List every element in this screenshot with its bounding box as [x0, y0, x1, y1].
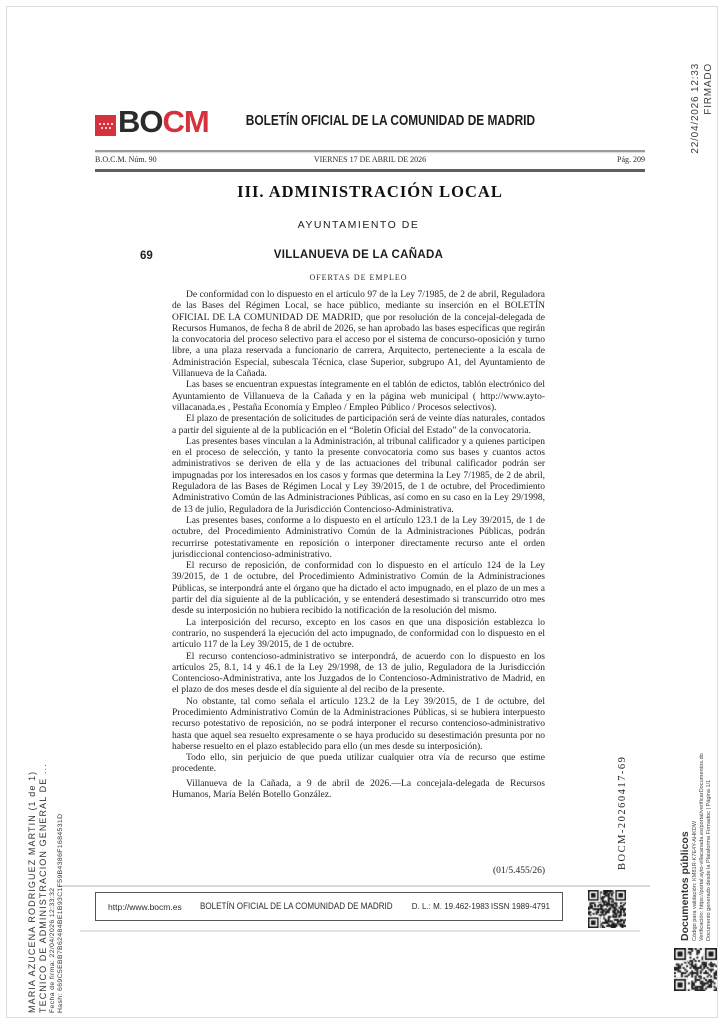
header-rule-bottom — [95, 169, 645, 172]
header-rule-top — [95, 150, 645, 152]
footer-issn: ISSN 1989-4791 — [490, 902, 550, 911]
signed-stamp — [690, 63, 715, 188]
body-paragraph: El recurso de reposición, de conformidad con lo dispuesto en el artículo 124 de la Ley 39/2015, de 1 de octubre, del Procedimiento Administrativo Común de la Administraciones Públicas, se interpondrá ante el órgano que ha dictado el acto impugnado, en el plazo de un mes a partir del día siguiente al de la publicación, y se entenderá desestimado si transcurrido otro mes desde su interposición no hubiera recibido la notificación de la resolución del mismo. — [172, 561, 545, 617]
qr-code — [588, 890, 626, 928]
page-number: Pág. 209 — [617, 155, 645, 164]
body-paragraph: El plazo de presentación de solicitudes de participación será de veinte días naturales, contados a partir del siguiente al de la publicación en el “Boletín Oficial del Estado” de la convocatoria. — [172, 414, 545, 436]
body-paragraph: Todo ello, sin perjuicio de que pueda utilizar cualquier otra vía de recurso que estime procedente. — [172, 753, 545, 775]
body-paragraph: El recurso contencioso-administrativo se interpondrá, de acuerdo con lo dispuesto en los artículos 25, 8.1, 14 y 46.1 de la Ley 29/1998, de 13 de julio, Reguladora de la Jurisdicción Contencioso-Administrativa, ante los Juzgados de lo Contencioso-Administrativo de Madrid, en el plazo de dos meses desde el día siguiente al del recibo de la presente. — [172, 651, 545, 696]
footer-url: http://www.bocm.es — [108, 901, 182, 912]
signer-name: MARIA AZUCENA RODRIGUEZ MARTIN (1 de 1) — [27, 770, 37, 1013]
generated-note: Documento generado desde la Plataforma Firmadoc | Página 1/1 — [706, 779, 712, 941]
announcement-heading: OFERTAS DE EMPLEO — [309, 273, 408, 282]
footer-title: BOLETÍN OFICIAL DE LA COMUNIDAD DE MADRID — [200, 901, 394, 912]
public-document-stamp — [679, 753, 713, 941]
signed-datetime: 22/04/2026 12:33 — [690, 63, 701, 154]
body-paragraph: De conformidad con lo dispuesto en el artículo 97 de la Ley 7/1985, de 2 de abril, Reguladora de las Bases del Régimen Local, se hace público, mediante su inserción en el BOLETÍN OFICIAL DE LA COMUNIDAD DE MADRID, que por resolución de la concejal-delegada de Recursos Humanos, de fecha 8 de abril de 2026, se han aprobado las bases específicas que regirán la convocatoria del proceso selectivo para el acceso por el sistema de concurso-oposición y turno libre, a una plaza reservada a funcionario de carrera, Arquitecto, perteneciente a la escala de Administración Especial, subescala Técnica, clase Superior, subgrupo A1, del Ayuntamiento de Villanueva de la Cañada. — [172, 290, 546, 380]
issue-number: B.O.C.M. Núm. 90 — [95, 155, 157, 164]
signature-date: Fecha de firma: 22/04/2026 12:33:32 — [49, 887, 56, 1013]
scan-artifact-line — [60, 885, 650, 887]
body-paragraph: Villanueva de la Cañada, a 9 de abril de 2026.—La concejala-delegada de Recursos Humanos, María Belén Botello González. — [172, 778, 545, 801]
signature-hash: Hash: 669C5EBB7B62484BE1B93C1F59B4386F1684531D — [57, 813, 64, 1013]
signed-status: FIRMADO — [702, 63, 714, 115]
header-meta-row — [95, 155, 645, 164]
body-paragraph: No obstante, tal como señala el artículo 123.2 de la Ley 39/2015, de 1 de octubre, del Procedimiento Administrativo Común de la Administraciones Públicas, si se hubiera interpuesto recurso potestativo de reposición, no se podrá interponer el recurso contencioso-administrativo hasta que aquel sea resuelto expresamente o se haya producido su desestimación presunta por no haberse resuelto en el plazo establecido para ello (un mes desde su interposición). — [172, 696, 545, 752]
footer-bar — [95, 892, 563, 921]
footer-deposit: D. L.: M. 19.462-1983 — [411, 902, 490, 911]
reference-code: (01/5.455/26) — [493, 866, 545, 876]
signer-role: TECNICO DE ADMINISTRACION GENERAL DE ... — [38, 763, 48, 1013]
verification-url: Verificación: https://portal.ayto-villacanada.es/portal/verificarDocumentos.do — [699, 753, 705, 941]
announcement-number: 69 — [140, 250, 153, 262]
body-paragraph: Las presentes bases vinculan a la Administración, al tribunal calificador y a quienes participen en el proceso de selección, y tanto la presente convocatoria como sus bases y cuantos actos administrativos se deriven de ella y de las actuaciones del tribunal calificador podrán ser impugnadas por los interesados en los casos y formas que determina la Ley 7/1985, de 2 de abril, Reguladora de las Bases de Régimen Local y Ley 39/2015, de 1 de octubre, del Procedimiento Administrativo Común de las Administraciones Públicas, así como en su caso en la Ley 29/1998, de 13 de julio, Reguladora de la Jurisdicción Contencioso-Administrativa. — [172, 436, 545, 515]
body-paragraph: La interposición del recurso, excepto en los casos en que una disposición establezca lo contrario, no suspenderá la ejecución del acto impugnado, de conformidad con lo dispuesto en el artículo 117 de la Ley 39/2015, de 1 de octubre. — [172, 617, 545, 651]
body-text — [172, 290, 545, 801]
bocm-logo-text: BOCM — [118, 104, 209, 139]
validation-code: Código para validación: KM81R-K7E4Y-AHKDW — [692, 820, 698, 941]
madrid-flag-icon — [95, 115, 116, 136]
section-title: III. ADMINISTRACIÓN LOCAL — [237, 182, 503, 201]
bulletin-title: BOLETÍN OFICIAL DE LA COMUNIDAD DE MADRID — [245, 113, 535, 129]
body-paragraph: Las presentes bases, conforme a lo dispuesto en el artículo 123.1 de la Ley 39/2015, de 1 de octubre, del Procedimiento Administrativo Común de la Administraciones Públicas, podrán recurrirse potestativamente en reposición o interponer directamente recurso ante el orden jurisdiccional contencioso-administrativo. — [172, 515, 545, 560]
section-subtitle: AYUNTAMIENTO DE — [297, 219, 420, 231]
qr-code — [674, 948, 717, 991]
issue-date: VIERNES 17 DE ABRIL DE 2026 — [313, 155, 427, 164]
public-document-title: Documentos públicos — [679, 831, 691, 941]
bocm-document-code: BOCM-20260417-69 — [617, 755, 628, 870]
municipality-title: VILLANUEVA DE LA CAÑADA — [273, 249, 444, 261]
body-paragraph: Las bases se encuentran expuestas íntegramente en el tablón de edictos, tablón electrónico del Ayuntamiento de Villanueva de la Cañada y en la página web municipal ( http://www.ayto-villacanada.es , Pestaña Economía y Empleo / Empleo Público / Procesos selectivos). — [172, 380, 545, 413]
signature-stamp — [27, 763, 65, 1013]
scan-artifact-line — [80, 930, 640, 932]
